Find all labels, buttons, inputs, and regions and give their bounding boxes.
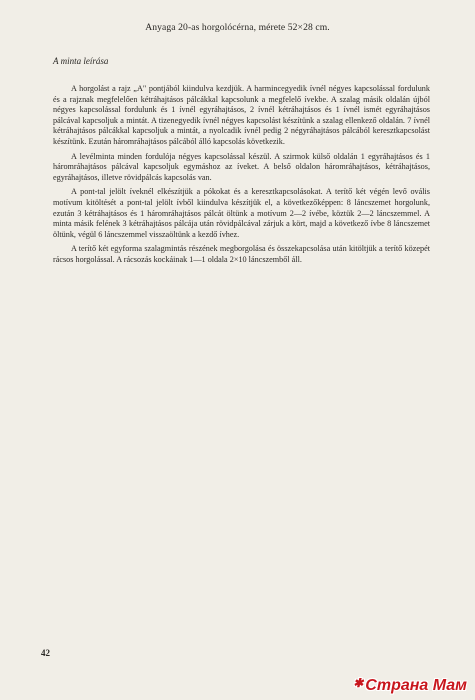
paragraph: A levélminta minden fordulója négyes kapcsolással készül. A szirmok külső oldalán 1 egyráhajtásos és 1 háromráhajtásos pálcával kapcsoljuk egymáshoz az íveket. A belső oldalon háromráhajtásos, kétráhajtásos, egyráhajtásos, illetve rövidpálcás kapcsolás van. — [53, 151, 430, 182]
paragraph: A pont-tal jelölt íveknél elkészítjük a pókokat és a keresztkapcsolásokat. A terítő két végén levő ovális motívum kitöltését a pont-tal jelölt ívből kiindulva készítjük el, a következőképpen: 8 láncszemet horgolunk, ezután 3 kétráhajtásos és 1 háromráhajtásos pálcát öltünk a motívum 2—2 ívébe, köztük 2—2 láncszemmel. A minta másik felének 3 kétráhajtásos pálcája után rövidpálcával zárjuk a kört, majd a következő ívbe 8 láncszemet öltünk, végül 6 láncszemmel visszaöltünk a kezdő ívhez. — [53, 187, 430, 239]
star-icon: ✱ — [353, 676, 364, 690]
watermark-text: Страна Мам — [365, 677, 467, 694]
watermark-logo — [353, 676, 467, 695]
materials-line: Anyaga 20-as horgolócérna, mérete 52×28 cm. — [145, 22, 330, 33]
paragraph: A terítő két egyforma szalagmintás részének megborgolása és összekapcsolása után kitöltjük a terítő közepét rácsos horgolással. A rácsozás kockáinak 1—1 oldala 2×10 láncszemből áll. — [53, 244, 430, 264]
page-number: 42 — [41, 648, 50, 658]
section-title: A minta leírása — [53, 56, 109, 66]
body-text — [53, 84, 430, 270]
paragraph: A horgolást a rajz „A" pontjából kiindulva kezdjük. A harmincegyedik ívnél négyes kapcsolással fordulunk és a rajznak megfelelően kétráhajtásos pálcákkal kapcsolunk a megfelelő ívekbe. A szalag másik oldalán újból négyes kapcsolással fordulunk és 1 ívnél egyráhajtásos, 2 ívnél kétráhajtásos és 1 ívnél ismét egyráhajtásos pálcával kapcsoljuk a mintát. A tizenegyedik ívnél négyes kapcsolást készítünk a szalag ellenkező oldalán. 7 ívnél kétráhajtásos pálcákkal kapcsoljuk a mintát, a nyolcadik ívnél pedig 2 négyráhajtásos pálcából keresztkapcsolást készítünk. Ezután háromráhajtásos pálcából álló kapcsolás következik. — [53, 84, 430, 146]
